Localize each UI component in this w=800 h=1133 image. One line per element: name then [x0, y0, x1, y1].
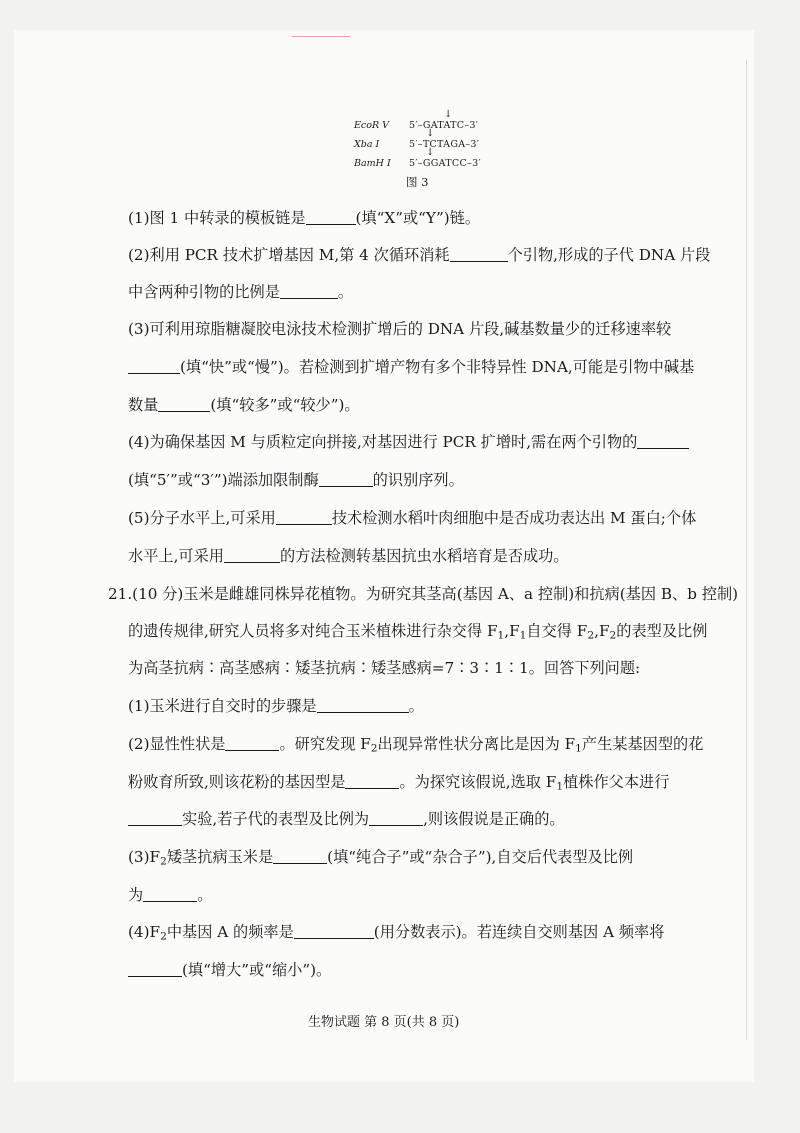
text-fragment: (1)图 1 中转录的模板链是 — [128, 209, 306, 227]
answer-blank[interactable] — [158, 395, 210, 412]
text-fragment: (3)可利用琼脂糖凝胶电泳技术检测扩增后的 DNA 片段,碱基数量少的迁移速率较 — [128, 320, 672, 338]
text-fragment: ,则该假说是正确的。 — [423, 810, 565, 828]
answer-blank[interactable] — [345, 772, 399, 789]
subscript: 1 — [556, 779, 564, 793]
text-fragment: (2)显性性状是 — [128, 735, 226, 753]
answer-blank[interactable] — [225, 734, 279, 751]
q21-intro-line1 — [108, 583, 738, 604]
q21-part1 — [128, 695, 424, 716]
answer-blank[interactable] — [143, 885, 197, 902]
text-fragment: (3)F — [128, 848, 161, 866]
q21-intro-line3 — [128, 657, 640, 678]
text-fragment: 的遗传规律,研究人员将多对纯合玉米植株进行杂交得 F — [128, 622, 498, 640]
q20-part5-line2 — [128, 545, 569, 566]
subscript: 1 — [519, 628, 527, 642]
text-fragment: 中基因 A 的频率是 — [166, 923, 294, 941]
subscript: 2 — [587, 628, 595, 642]
text-fragment: (4)为确保基因 M 与质粒定向拼接,对基因进行 PCR 扩增时,需在两个引物的 — [128, 433, 638, 451]
q20-part5-line1 — [128, 507, 696, 528]
text-fragment: ,F — [504, 622, 520, 640]
cut-arrow-icon: ↓ — [426, 147, 435, 158]
q21-part4-line2 — [128, 959, 331, 980]
text-fragment: 实验,若子代的表型及比例为 — [182, 810, 370, 828]
text-fragment: 出现异常性状分离比是因为 F — [377, 735, 576, 753]
answer-blank[interactable] — [317, 696, 409, 713]
text-fragment: (填“较多”或“较少”)。 — [210, 396, 360, 414]
text-fragment: 的方法检测转基因抗虫水稻培育是否成功。 — [279, 547, 569, 565]
text-fragment: (填“纯合子”或“杂合子”),自交后代表型及比例 — [327, 848, 634, 866]
q20-part2-line1 — [128, 244, 710, 265]
page-edge — [746, 60, 747, 1040]
figure-row-bamhi — [354, 147, 514, 175]
subscript: 2 — [160, 929, 167, 943]
text-fragment: (填“增大”或“缩小”)。 — [182, 961, 332, 979]
answer-blank[interactable] — [294, 922, 374, 939]
q21-part4-line1 — [128, 921, 664, 943]
text-fragment: (4)F — [128, 923, 161, 941]
enzyme-sequence: 5′–TCTAGA–3′ — [409, 139, 480, 150]
text-fragment: 植株作父本进行 — [563, 773, 670, 791]
answer-blank[interactable] — [128, 809, 182, 826]
text-fragment: (5)分子水平上,可采用 — [128, 509, 276, 527]
subscript: 1 — [497, 628, 505, 642]
answer-blank[interactable] — [273, 847, 327, 864]
text-fragment: (1)玉米进行自交时的步骤是 — [128, 697, 317, 715]
text-fragment: (填“快”或“慢”)。若检测到扩增产物有多个非特异性 DNA,可能是引物中碱基 — [180, 358, 695, 376]
enzyme-sequence: 5′–GATATC–3′ — [409, 120, 479, 131]
text-fragment: 。研究发现 F — [279, 735, 371, 753]
answer-blank[interactable] — [276, 508, 332, 525]
text-fragment: 21.(10 分)玉米是雌雄同株异花植物。为研究其茎高(基因 A、a 控制)和抗病(基因 B、b 控制) — [108, 585, 739, 603]
cut-arrow-icon: ↓ — [426, 128, 435, 139]
text-fragment: 数量 — [128, 396, 159, 414]
text-fragment: 的识别序列。 — [372, 471, 464, 489]
answer-blank[interactable] — [450, 245, 508, 262]
text-fragment: (用分数表示)。若连续自交则基因 A 频率将 — [373, 923, 665, 941]
text-fragment: (填“5′”或“3′”)端添加限制酶 — [128, 471, 319, 489]
q21-part2-line3 — [128, 808, 565, 829]
text-fragment: 。 — [408, 697, 424, 715]
q21-part3-line2 — [128, 884, 212, 905]
text-fragment: 为 — [128, 886, 144, 904]
answer-blank[interactable] — [637, 432, 689, 449]
figure-caption: 图 3 — [406, 175, 429, 189]
subscript: 1 — [575, 741, 582, 755]
subscript: 2 — [370, 741, 378, 755]
text-fragment: 个引物,形成的子代 DNA 片段 — [507, 246, 711, 264]
cut-arrow-icon: ↓ — [444, 109, 453, 120]
answer-blank[interactable] — [128, 960, 182, 977]
text-fragment: 水平上,可采用 — [128, 547, 224, 565]
text-fragment: 技术检测水稻叶肉细胞中是否成功表达出 M 蛋白;个体 — [331, 509, 697, 527]
answer-blank[interactable] — [306, 208, 356, 225]
text-fragment: 。 — [337, 283, 354, 301]
enzyme-name: Xba I — [354, 139, 380, 150]
q20-part2-line2 — [128, 281, 353, 302]
answer-blank[interactable] — [369, 809, 423, 826]
q21-part3-line1 — [128, 846, 633, 868]
text-fragment: 产生某基因型的花 — [581, 735, 704, 753]
q20-part3-line1 — [128, 318, 671, 339]
q20-part3-line2 — [128, 356, 694, 377]
text-fragment: 自交得 F — [526, 622, 588, 640]
q21-part2-line1 — [128, 733, 703, 755]
q21-part2-line2 — [128, 771, 669, 793]
enzyme-name: EcoR V — [354, 120, 390, 131]
q20-part3-line3 — [128, 394, 360, 415]
q21-intro-line2 — [128, 620, 707, 642]
q20-part4-line2 — [128, 469, 464, 490]
q20-part1 — [128, 207, 480, 228]
text-fragment: 为高茎抗病∶高茎感病∶矮茎抗病∶矮茎感病=7∶3∶1∶1。回答下列问题: — [128, 659, 641, 677]
answer-blank[interactable] — [128, 357, 180, 374]
text-fragment: 的表型及比例 — [616, 622, 708, 640]
enzyme-name: BamH I — [354, 158, 391, 169]
text-fragment: (2)利用 PCR 技术扩增基因 M,第 4 次循环消耗 — [128, 246, 450, 264]
text-fragment: ,F — [594, 622, 610, 640]
text-fragment: 。为探究该假说,选取 F — [399, 773, 557, 791]
top-mark — [292, 36, 350, 37]
q20-part4-line1 — [128, 431, 689, 452]
page-footer: 生物试题 第 8 页(共 8 页) — [308, 1015, 460, 1030]
figure-3 — [354, 109, 514, 189]
answer-blank[interactable] — [280, 282, 338, 299]
answer-blank[interactable] — [224, 546, 280, 563]
text-fragment: (填“X”或“Y”)链。 — [355, 209, 481, 227]
enzyme-sequence: 5′–GGATCC–3′ — [409, 158, 481, 169]
text-fragment: 中含两种引物的比例是 — [128, 283, 280, 301]
answer-blank[interactable] — [319, 470, 373, 487]
text-fragment: 矮茎抗病玉米是 — [166, 848, 274, 866]
text-fragment: 粉败育所致,则该花粉的基因型是 — [128, 773, 346, 791]
text-fragment: 。 — [197, 886, 213, 904]
subscript: 2 — [160, 854, 167, 868]
subscript: 2 — [609, 628, 617, 642]
